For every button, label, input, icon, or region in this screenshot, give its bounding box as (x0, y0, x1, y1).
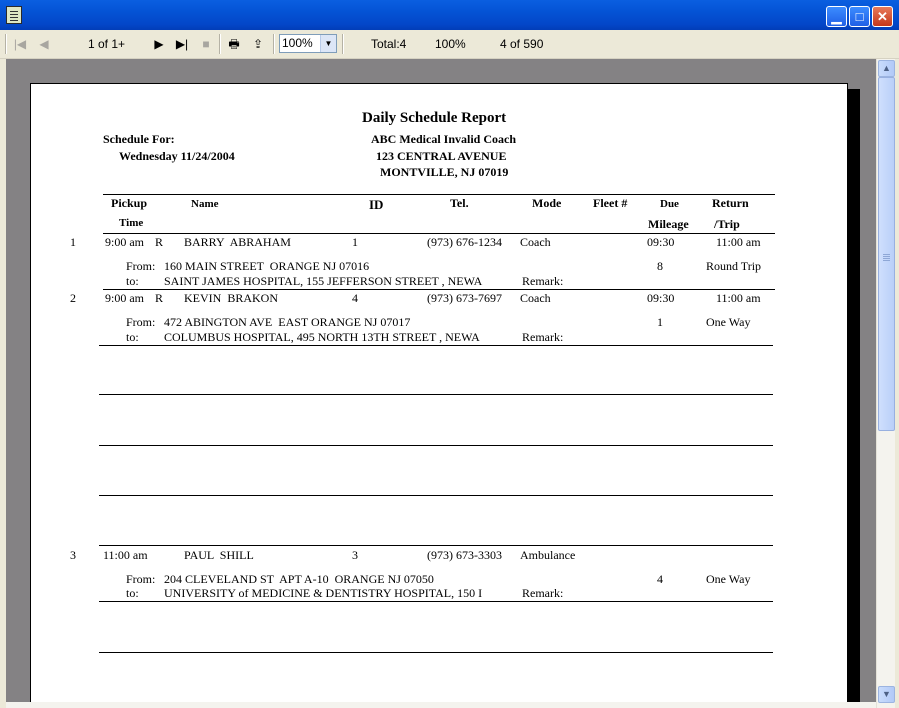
previous-page-icon[interactable]: ◀ (39, 37, 49, 51)
entry-number: 1 (70, 235, 76, 249)
percent-complete: 100% (435, 37, 466, 51)
entry-rule (99, 601, 773, 602)
entry-id: 3 (352, 548, 358, 562)
grip-icon (883, 254, 890, 255)
entry-from-label: From: (126, 572, 156, 586)
column-header-mode: Mode (532, 196, 562, 210)
entry-rule (99, 345, 773, 346)
entry-id: 1 (352, 235, 358, 249)
report-viewer[interactable] (6, 59, 876, 708)
entry-flag: R (155, 235, 164, 249)
entry-due: 09:30 (647, 235, 675, 249)
column-header-mileage: Mileage (648, 217, 689, 231)
entry-rule (99, 495, 773, 496)
toolbar-separator (342, 34, 344, 54)
zoom-select[interactable] (279, 34, 337, 53)
scroll-up-button[interactable]: ▲ (878, 60, 895, 77)
column-header-tel: Tel. (450, 196, 469, 210)
entry-rule (99, 652, 773, 653)
column-header-pickup: Pickup (111, 196, 148, 210)
column-header-return: Return (712, 196, 749, 210)
entry-trip: One Way (706, 315, 751, 329)
column-header-name: Name (191, 198, 219, 210)
minimize-button[interactable]: ▁ (826, 6, 847, 27)
total-count: Total:4 (371, 37, 407, 51)
schedule-label: Schedule For: (103, 132, 175, 146)
entry-tel: (973) 673-3303 (427, 548, 502, 562)
chevron-down-icon[interactable]: ▼ (320, 35, 336, 52)
toolbar-separator (5, 34, 7, 54)
company-city: MONTVILLE, NJ 07019 (380, 165, 509, 179)
entry-due: 09:30 (647, 291, 675, 305)
entry-from-label: From: (126, 259, 156, 273)
column-header-fleet: Fleet # (593, 196, 628, 210)
entry-number: 2 (70, 291, 76, 305)
entry-remark-label: Remark: (522, 274, 564, 288)
column-header-due: Due (660, 198, 679, 210)
entry-to-label: to: (126, 274, 139, 288)
entry-rule (103, 289, 775, 290)
entry-rule (99, 445, 773, 446)
toolbar (0, 30, 899, 59)
entry-mileage: 8 (657, 259, 663, 273)
scroll-down-button[interactable]: ▼ (878, 686, 895, 703)
record-position: 4 of 590 (500, 37, 544, 51)
entry-remark-label: Remark: (522, 330, 564, 344)
column-header-trip: /Trip (714, 217, 740, 231)
toolbar-separator (273, 34, 275, 54)
entry-name: KEVIN BRAKON (184, 291, 278, 305)
entry-to: SAINT JAMES HOSPITAL, 155 JEFFERSON STREET , NEWA (164, 274, 483, 288)
report-page (30, 83, 848, 708)
horizontal-scrollbar[interactable] (6, 702, 876, 708)
header-bottom-rule (103, 233, 775, 234)
entry-trip: Round Trip (706, 259, 762, 273)
entry-id: 4 (352, 291, 358, 305)
entry-trip: One Way (706, 572, 751, 586)
maximize-button[interactable]: □ (849, 6, 870, 27)
entry-to: COLUMBUS HOSPITAL, 495 NORTH 13TH STREET , NEWA (164, 330, 480, 344)
last-page-icon[interactable]: ▶| (175, 37, 189, 51)
entry-tel: (973) 673-7697 (427, 291, 502, 305)
entry-remark-label: Remark: (522, 586, 564, 600)
entry-pickup-time: 9:00 am (105, 291, 144, 305)
company-name: ABC Medical Invalid Coach (371, 132, 517, 146)
entry-mode: Coach (520, 235, 551, 249)
entry-to: UNIVERSITY of MEDICINE & DENTISTRY HOSPITAL, 150 I (164, 586, 483, 600)
vertical-scrollbar[interactable] (876, 59, 895, 708)
header-top-rule (103, 194, 775, 195)
company-street: 123 CENTRAL AVENUE (376, 149, 507, 163)
export-icon[interactable]: ⇪ (252, 37, 264, 51)
entry-pickup-time: 11:00 am (103, 548, 148, 562)
entry-from: 160 MAIN STREET ORANGE NJ 07016 (164, 259, 370, 273)
entry-mode: Ambulance (520, 548, 576, 562)
entry-name: BARRY ABRAHAM (184, 235, 291, 249)
entry-to-label: to: (126, 330, 139, 344)
entry-pickup-time: 9:00 am (105, 235, 144, 249)
schedule-date: Wednesday 11/24/2004 (119, 149, 235, 163)
first-page-icon[interactable]: |◀ (13, 37, 27, 51)
entry-to-label: to: (126, 586, 139, 600)
entry-return: 11:00 am (716, 235, 761, 249)
entry-from: 472 ABINGTON AVE EAST ORANGE NJ 07017 (164, 315, 411, 329)
column-header-id: ID (369, 197, 384, 212)
entry-mode: Coach (520, 291, 551, 305)
entry-rule (99, 394, 773, 395)
entry-number: 3 (70, 548, 76, 562)
entry-return: 11:00 am (716, 291, 761, 305)
next-page-icon[interactable]: ▶ (154, 37, 164, 51)
entry-tel: (973) 676-1234 (427, 235, 502, 249)
entry-from-label: From: (126, 315, 156, 329)
entry-flag: R (155, 291, 164, 305)
entry-from: 204 CLEVELAND ST APT A-10 ORANGE NJ 07050 (164, 572, 434, 586)
zoom-value: 100% (282, 36, 313, 50)
scroll-thumb[interactable] (878, 77, 895, 431)
entry-mileage: 4 (657, 572, 663, 586)
column-header-time: Time (119, 217, 144, 229)
close-button[interactable]: ✕ (872, 6, 893, 27)
entry-rule (99, 545, 773, 546)
report-title: Daily Schedule Report (362, 110, 507, 126)
report-viewer-icon[interactable] (6, 6, 22, 24)
page-indicator: 1 of 1+ (88, 37, 126, 51)
print-icon[interactable]: 🖶 (228, 37, 240, 51)
entry-mileage: 1 (657, 315, 663, 329)
title-bar (0, 0, 899, 30)
stop-icon[interactable]: ■ (202, 37, 210, 51)
toolbar-separator (219, 34, 221, 54)
entry-name: PAUL SHILL (184, 548, 254, 562)
